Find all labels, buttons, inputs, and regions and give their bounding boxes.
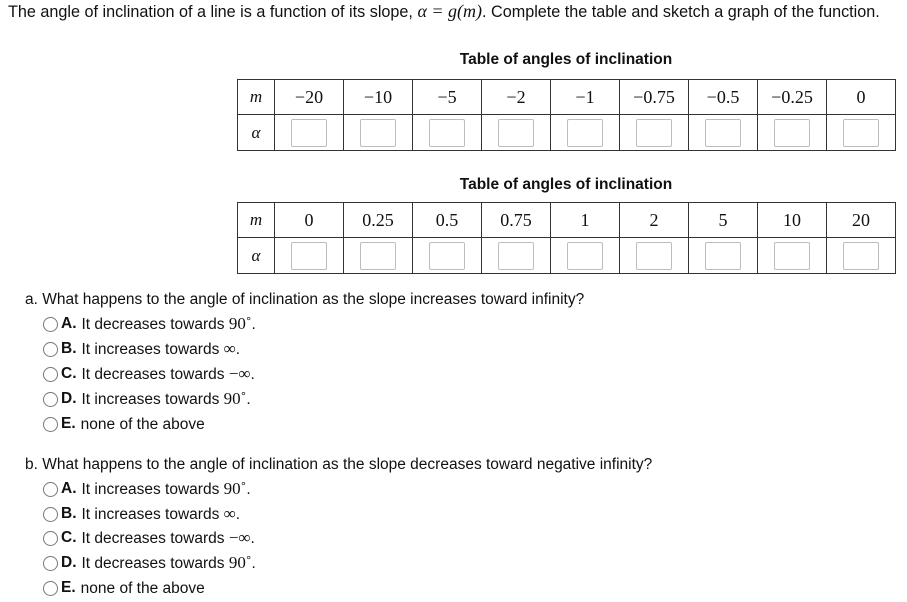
option-text — [82, 339, 241, 359]
answer-input-box[interactable] — [291, 242, 327, 270]
option-label: D. — [61, 554, 77, 571]
option-math: −∞ — [228, 528, 251, 547]
answer-input-box[interactable] — [429, 242, 465, 270]
option-label: C. — [61, 365, 77, 382]
problem-statement — [8, 1, 880, 22]
radio-button[interactable] — [43, 531, 58, 546]
table2-alpha-cell — [413, 238, 482, 274]
answer-input-box[interactable] — [360, 119, 396, 147]
answer-input-box[interactable] — [843, 242, 879, 270]
option-text-main: It increases towards — [81, 391, 224, 408]
question-a-option-e[interactable] — [43, 414, 205, 434]
table2-alpha-cell — [758, 238, 827, 274]
question-b-prompt: b. What happens to the angle of inclination as the slope decreases toward negative infinity? — [25, 456, 653, 473]
option-text-main: It increases towards — [81, 481, 224, 498]
option-label: E. — [61, 579, 76, 596]
radio-button[interactable] — [43, 482, 58, 497]
option-text-after: . — [250, 530, 255, 547]
option-math: 90˚ — [223, 479, 247, 498]
answer-input-box[interactable] — [636, 119, 672, 147]
option-text-after: . — [235, 506, 241, 523]
option-text — [82, 389, 251, 409]
option-text — [81, 578, 205, 598]
table1-alpha-cell — [551, 115, 620, 151]
option-text — [82, 479, 251, 499]
answer-input-box[interactable] — [774, 119, 810, 147]
option-label: A. — [61, 480, 77, 497]
table2-alpha-cell — [827, 238, 896, 274]
question-a-option-c[interactable] — [43, 364, 255, 384]
option-text-after: . — [246, 481, 251, 498]
table1-m-header: m — [238, 80, 275, 115]
option-text — [81, 414, 205, 434]
answer-input-box[interactable] — [705, 242, 741, 270]
option-text-after: . — [235, 341, 241, 358]
table1-row-alpha — [238, 115, 896, 151]
table2-row-m — [238, 203, 896, 238]
option-math: −∞ — [228, 364, 251, 383]
option-text-main: It increases towards — [81, 506, 224, 523]
question-a-prompt: a. What happens to the angle of inclination as the slope increases toward infinity? — [25, 291, 585, 308]
option-label: B. — [61, 505, 77, 522]
table1-alpha-cell — [413, 115, 482, 151]
table2-caption: Table of angles of inclination — [459, 176, 673, 193]
answer-input-box[interactable] — [567, 119, 603, 147]
option-text-main: none of the above — [80, 580, 205, 597]
question-b-option-d[interactable] — [43, 553, 256, 573]
table2-alpha-cell — [620, 238, 689, 274]
table1-m-cell: −20 — [275, 80, 344, 115]
option-math: 90˚ — [228, 314, 252, 333]
table1-alpha-cell — [620, 115, 689, 151]
table1-m-cell: −0.75 — [620, 80, 689, 115]
table2-alpha-cell — [551, 238, 620, 274]
answer-input-box[interactable] — [567, 242, 603, 270]
option-text — [82, 364, 255, 384]
table2-m-header: m — [238, 203, 275, 238]
option-text-main: It decreases towards — [81, 530, 229, 547]
radio-button[interactable] — [43, 507, 58, 522]
intro-text-before: The angle of inclination of a line is a function of its slope, — [8, 3, 418, 21]
table1-caption: Table of angles of inclination — [459, 51, 673, 68]
question-b-option-b[interactable] — [43, 504, 240, 524]
option-label: C. — [61, 529, 77, 546]
radio-button[interactable] — [43, 417, 58, 432]
answer-input-box[interactable] — [705, 119, 741, 147]
answer-input-box[interactable] — [498, 119, 534, 147]
table2-m-cell: 0.25 — [344, 203, 413, 238]
answer-input-box[interactable] — [291, 119, 327, 147]
radio-button[interactable] — [43, 556, 58, 571]
table2-m-cell: 10 — [758, 203, 827, 238]
option-text-main: It decreases towards — [81, 316, 229, 333]
option-text — [82, 504, 241, 524]
table2-m-cell: 0 — [275, 203, 344, 238]
radio-button[interactable] — [43, 317, 58, 332]
radio-button[interactable] — [43, 367, 58, 382]
option-text-main: It decreases towards — [81, 366, 229, 383]
table1-m-cell: −10 — [344, 80, 413, 115]
answer-input-box[interactable] — [360, 242, 396, 270]
radio-button[interactable] — [43, 581, 58, 596]
table2-alpha-cell — [275, 238, 344, 274]
question-b-option-e[interactable] — [43, 578, 205, 598]
table1-m-cell: −0.5 — [689, 80, 758, 115]
table1-alpha-cell — [482, 115, 551, 151]
table1-alpha-cell — [275, 115, 344, 151]
option-text-main: It decreases towards — [81, 555, 229, 572]
option-label: D. — [61, 390, 77, 407]
table1-m-cell: −0.25 — [758, 80, 827, 115]
table2-m-cell: 5 — [689, 203, 758, 238]
table2-m-cell: 20 — [827, 203, 896, 238]
intro-text-after: . Complete the table and sketch a graph of the function. — [482, 3, 880, 21]
option-label: E. — [61, 415, 76, 432]
table1-alpha-cell — [689, 115, 758, 151]
option-text-main: It increases towards — [81, 341, 224, 358]
table1-row-m — [238, 80, 896, 115]
table2-m-cell: 1 — [551, 203, 620, 238]
table1-m-cell: 0 — [827, 80, 896, 115]
option-text-main: none of the above — [80, 416, 205, 433]
option-label: A. — [61, 315, 77, 332]
option-math: ∞ — [223, 339, 236, 358]
option-text-after: . — [250, 366, 255, 383]
question-a-option-b[interactable] — [43, 339, 240, 359]
option-label: B. — [61, 340, 77, 357]
table1-alpha-cell — [827, 115, 896, 151]
question-a-option-a[interactable] — [43, 314, 256, 334]
table2-m-cell: 0.5 — [413, 203, 482, 238]
table1-m-cell: −1 — [551, 80, 620, 115]
option-math: 90˚ — [223, 389, 247, 408]
table2-alpha-cell — [344, 238, 413, 274]
question-b-option-c[interactable] — [43, 528, 255, 548]
question-b-option-a[interactable] — [43, 479, 251, 499]
option-text — [82, 553, 256, 573]
answer-input-box[interactable] — [774, 242, 810, 270]
option-math: ∞ — [223, 504, 236, 523]
option-text — [82, 314, 256, 334]
table1-alpha-cell — [758, 115, 827, 151]
table2-row-alpha — [238, 238, 896, 274]
table2-angles-positive — [237, 202, 896, 274]
answer-input-box[interactable] — [636, 242, 672, 270]
table1-m-cell: −2 — [482, 80, 551, 115]
question-a-option-d[interactable] — [43, 389, 251, 409]
table2-m-cell: 2 — [620, 203, 689, 238]
option-text-after: . — [246, 391, 251, 408]
option-text-after: . — [251, 316, 256, 333]
table2-alpha-header: α — [238, 238, 275, 274]
table1-alpha-cell — [344, 115, 413, 151]
option-text-after: . — [251, 555, 256, 572]
answer-input-box[interactable] — [429, 119, 465, 147]
table1-angles-negative — [237, 79, 896, 151]
option-text — [82, 528, 255, 548]
table1-alpha-header: α — [238, 115, 275, 151]
answer-input-box[interactable] — [843, 119, 879, 147]
answer-input-box[interactable] — [498, 242, 534, 270]
table2-m-cell: 0.75 — [482, 203, 551, 238]
radio-button[interactable] — [43, 342, 58, 357]
table1-m-cell: −5 — [413, 80, 482, 115]
table2-alpha-cell — [482, 238, 551, 274]
table2-alpha-cell — [689, 238, 758, 274]
radio-button[interactable] — [43, 392, 58, 407]
option-math: 90˚ — [228, 553, 252, 572]
intro-formula: α = g(m) — [417, 1, 483, 21]
